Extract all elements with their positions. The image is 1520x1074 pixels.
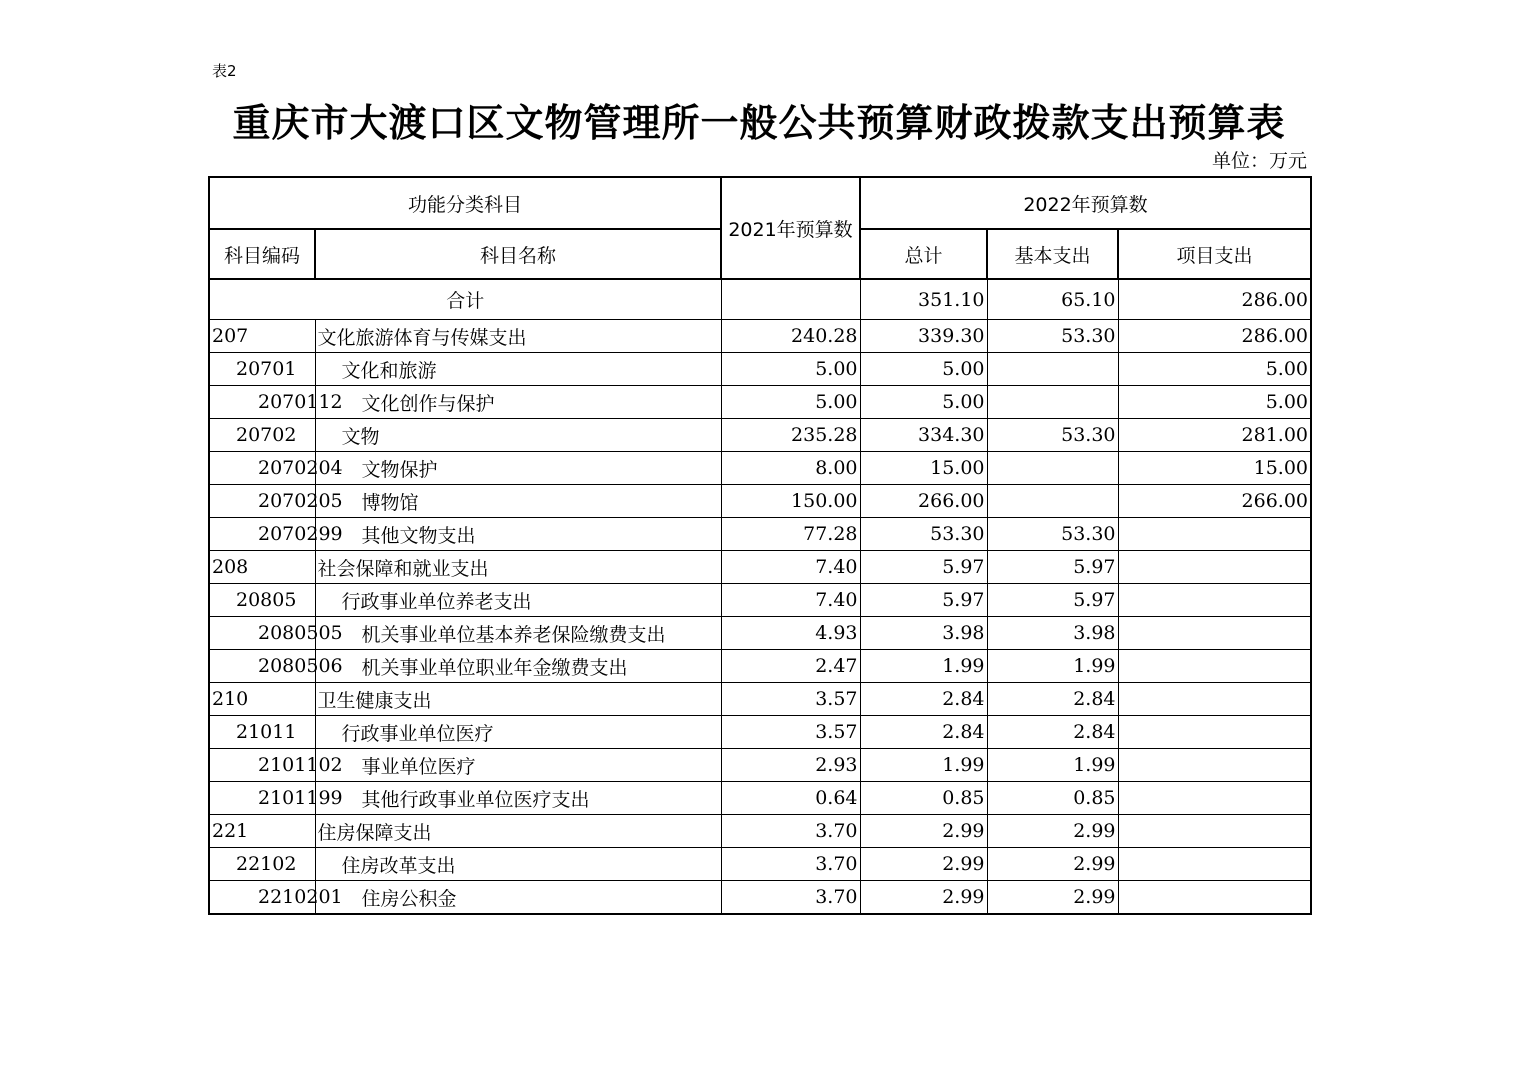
cell-basic: 1.99 — [987, 749, 1118, 782]
cell-basic: 53.30 — [987, 320, 1118, 353]
cell-project — [1118, 881, 1311, 915]
cell-prev-budget: 7.40 — [721, 584, 860, 617]
cell-basic — [987, 485, 1118, 518]
cell-total: 5.97 — [860, 551, 987, 584]
table-row — [209, 617, 1311, 650]
cell-code: 21011 — [209, 716, 315, 749]
cell-name: 其他行政事业单位医疗支出 — [315, 782, 721, 815]
cell-code: 2080506 — [209, 650, 315, 683]
cell-total: 0.85 — [860, 782, 987, 815]
table-row — [209, 683, 1311, 716]
header-total: 总计 — [860, 229, 987, 279]
header-code: 科目编码 — [209, 229, 315, 279]
cell-total: 2.84 — [860, 716, 987, 749]
cell-name: 文物保护 — [315, 452, 721, 485]
cell-total: 1.99 — [860, 749, 987, 782]
cell-name: 行政事业单位养老支出 — [315, 584, 721, 617]
cell-name: 机关事业单位基本养老保险缴费支出 — [315, 617, 721, 650]
cell-prev-budget: 3.70 — [721, 848, 860, 881]
total-basic: 65.10 — [987, 279, 1118, 320]
cell-prev-budget: 7.40 — [721, 551, 860, 584]
cell-name: 卫生健康支出 — [315, 683, 721, 716]
cell-name: 住房保障支出 — [315, 815, 721, 848]
cell-prev-budget: 2.47 — [721, 650, 860, 683]
cell-code: 221 — [209, 815, 315, 848]
cell-project — [1118, 617, 1311, 650]
table-row — [209, 716, 1311, 749]
cell-project: 15.00 — [1118, 452, 1311, 485]
cell-prev-budget: 0.64 — [721, 782, 860, 815]
cell-project: 266.00 — [1118, 485, 1311, 518]
cell-project — [1118, 848, 1311, 881]
table-row — [209, 584, 1311, 617]
table-row — [209, 551, 1311, 584]
cell-prev-budget: 3.70 — [721, 815, 860, 848]
cell-prev-budget: 235.28 — [721, 419, 860, 452]
cell-project — [1118, 650, 1311, 683]
cell-code: 20702 — [209, 419, 315, 452]
cell-code: 2080505 — [209, 617, 315, 650]
table-row — [209, 353, 1311, 386]
cell-basic: 5.97 — [987, 551, 1118, 584]
cell-total: 2.99 — [860, 881, 987, 915]
total-project: 286.00 — [1118, 279, 1311, 320]
cell-code: 2070299 — [209, 518, 315, 551]
table-row — [209, 782, 1311, 815]
table-row — [209, 452, 1311, 485]
cell-basic: 2.99 — [987, 815, 1118, 848]
cell-total: 266.00 — [860, 485, 987, 518]
header-project: 项目支出 — [1118, 229, 1311, 279]
table-row — [209, 815, 1311, 848]
cell-name: 文化旅游体育与传媒支出 — [315, 320, 721, 353]
cell-basic — [987, 386, 1118, 419]
cell-code: 2070205 — [209, 485, 315, 518]
cell-project — [1118, 716, 1311, 749]
cell-total: 2.99 — [860, 848, 987, 881]
cell-name: 机关事业单位职业年金缴费支出 — [315, 650, 721, 683]
table-row — [209, 419, 1311, 452]
table-row — [209, 848, 1311, 881]
cell-prev-budget: 240.28 — [721, 320, 860, 353]
cell-basic: 3.98 — [987, 617, 1118, 650]
cell-total: 5.00 — [860, 386, 987, 419]
cell-prev-budget: 3.57 — [721, 683, 860, 716]
cell-basic: 5.97 — [987, 584, 1118, 617]
cell-prev-budget: 5.00 — [721, 386, 860, 419]
total-label: 合计 — [209, 279, 721, 320]
cell-project: 281.00 — [1118, 419, 1311, 452]
cell-basic: 53.30 — [987, 419, 1118, 452]
cell-code: 208 — [209, 551, 315, 584]
cell-basic: 53.30 — [987, 518, 1118, 551]
cell-basic — [987, 353, 1118, 386]
header-basic: 基本支出 — [987, 229, 1118, 279]
cell-basic: 2.84 — [987, 683, 1118, 716]
cell-code: 2101102 — [209, 749, 315, 782]
cell-total: 2.99 — [860, 815, 987, 848]
total-row — [209, 279, 1311, 320]
cell-code: 2101199 — [209, 782, 315, 815]
total-total: 351.10 — [860, 279, 987, 320]
cell-project — [1118, 815, 1311, 848]
cell-total: 1.99 — [860, 650, 987, 683]
cell-total: 53.30 — [860, 518, 987, 551]
table-row — [209, 320, 1311, 353]
cell-project — [1118, 683, 1311, 716]
header-name: 科目名称 — [315, 229, 721, 279]
cell-prev-budget: 2.93 — [721, 749, 860, 782]
table-row — [209, 881, 1311, 915]
cell-basic: 0.85 — [987, 782, 1118, 815]
cell-name: 其他文物支出 — [315, 518, 721, 551]
cell-prev-budget: 77.28 — [721, 518, 860, 551]
cell-name: 住房公积金 — [315, 881, 721, 915]
cell-project: 5.00 — [1118, 353, 1311, 386]
table-label: 表2 — [212, 62, 237, 80]
cell-project: 286.00 — [1118, 320, 1311, 353]
cell-name: 住房改革支出 — [315, 848, 721, 881]
cell-code: 207 — [209, 320, 315, 353]
cell-prev-budget: 8.00 — [721, 452, 860, 485]
table-row — [209, 386, 1311, 419]
cell-code: 22102 — [209, 848, 315, 881]
unit-label: 单位：万元 — [1211, 150, 1307, 172]
table-row — [209, 485, 1311, 518]
cell-name: 博物馆 — [315, 485, 721, 518]
cell-name: 文物 — [315, 419, 721, 452]
budget-table — [208, 176, 1312, 915]
cell-basic: 2.99 — [987, 848, 1118, 881]
cell-code: 2070112 — [209, 386, 315, 419]
cell-prev-budget: 4.93 — [721, 617, 860, 650]
page-title: 重庆市大渡口区文物管理所一般公共预算财政拨款支出预算表 — [232, 101, 1286, 145]
table-row — [209, 749, 1311, 782]
cell-code: 20701 — [209, 353, 315, 386]
table-row — [209, 518, 1311, 551]
table-row — [209, 650, 1311, 683]
cell-project — [1118, 551, 1311, 584]
cell-total: 5.97 — [860, 584, 987, 617]
header-row-1 — [209, 177, 1311, 229]
cell-project — [1118, 518, 1311, 551]
cell-project — [1118, 749, 1311, 782]
cell-basic: 1.99 — [987, 650, 1118, 683]
header-cur-budget: 2022年预算数 — [860, 177, 1311, 229]
cell-total: 334.30 — [860, 419, 987, 452]
cell-name: 事业单位医疗 — [315, 749, 721, 782]
cell-prev-budget: 150.00 — [721, 485, 860, 518]
cell-basic: 2.84 — [987, 716, 1118, 749]
cell-prev-budget: 5.00 — [721, 353, 860, 386]
cell-code: 2210201 — [209, 881, 315, 915]
cell-project: 5.00 — [1118, 386, 1311, 419]
cell-basic — [987, 452, 1118, 485]
cell-name: 行政事业单位医疗 — [315, 716, 721, 749]
cell-code: 20805 — [209, 584, 315, 617]
cell-name: 文化和旅游 — [315, 353, 721, 386]
cell-code: 210 — [209, 683, 315, 716]
cell-name: 社会保障和就业支出 — [315, 551, 721, 584]
cell-project — [1118, 584, 1311, 617]
header-func-class: 功能分类科目 — [209, 177, 721, 229]
cell-basic: 2.99 — [987, 881, 1118, 915]
cell-total: 3.98 — [860, 617, 987, 650]
cell-total: 15.00 — [860, 452, 987, 485]
cell-name: 文化创作与保护 — [315, 386, 721, 419]
cell-project — [1118, 782, 1311, 815]
cell-total: 2.84 — [860, 683, 987, 716]
cell-prev-budget: 3.57 — [721, 716, 860, 749]
cell-total: 5.00 — [860, 353, 987, 386]
total-prev — [721, 279, 860, 320]
cell-prev-budget: 3.70 — [721, 881, 860, 915]
header-prev-budget: 2021年预算数 — [721, 177, 860, 279]
cell-total: 339.30 — [860, 320, 987, 353]
cell-code: 2070204 — [209, 452, 315, 485]
